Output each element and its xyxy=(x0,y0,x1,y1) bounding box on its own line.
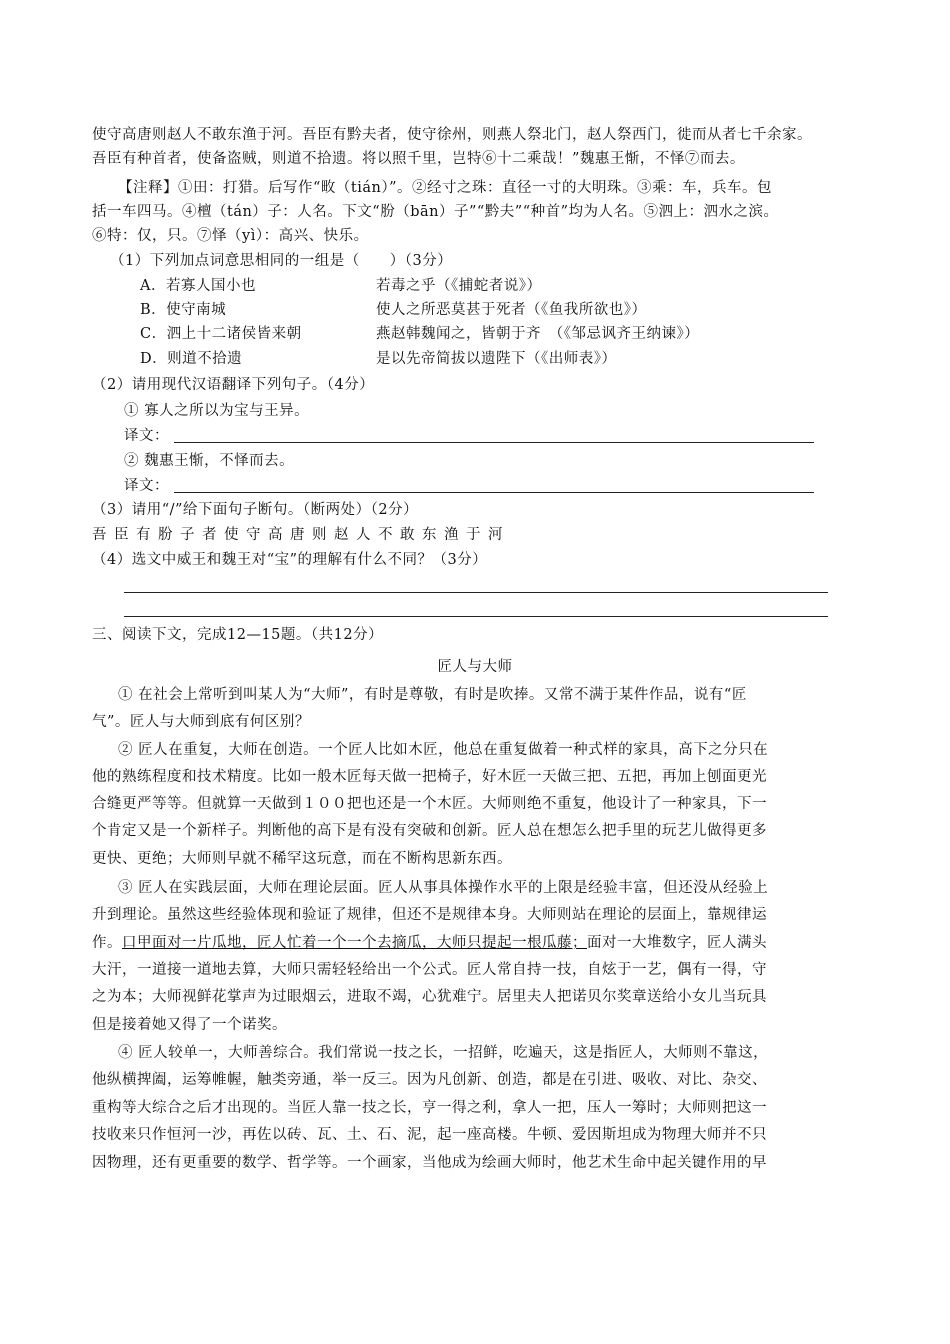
notes-line: ⑥特：仅，只。⑦怿（yì）：高兴、快乐。 xyxy=(92,228,369,244)
answer-label: 译文： xyxy=(124,428,169,444)
option-a-right: 若毒之乎（《捕蛇者说》） xyxy=(376,278,542,294)
paragraph-line: 重构等大综合之后才出现的。当匠人靠一技之长，亨一得之利，拿人一把，压人一筹时；大师则把这一 xyxy=(92,1100,767,1116)
question-4-stem: （4）选文中威王和魏王对“宝”的理解有什么不同？（3分） xyxy=(92,552,488,568)
underlined-sentence: 口甲面对一片瓜地，匠人忙着一个一个去摘瓜，大师只提起一根瓜藤； xyxy=(122,935,587,951)
paragraph-line: ④ 匠人较单一，大师善综合。我们常说一技之长，一招鲜，吃遍天，这是指匠人，大师则不靠这， xyxy=(118,1045,769,1061)
paragraph-line: 合缝更严等等。但就算一天做到１００把也还是一个木匠。大师则绝不重复，他设计了一种家具，下一 xyxy=(92,796,767,812)
text-segment: 作。 xyxy=(92,935,122,951)
question-2-sentence-2: ② 魏惠王惭，不怿而去。 xyxy=(124,453,295,469)
notes-line: 括一车四马。④檀（tán）子：人名。下文“肦（bān）子”“黔夫”“种首”均为人名。⑤泗上：泗水之滨。 xyxy=(92,204,779,220)
article-title: 匠人与大师 xyxy=(437,659,513,675)
option-d-right: 是以先帝简拔以遗陛下（《出师表》） xyxy=(376,351,617,367)
paragraph-line: 更快、更绝；大师则早就不稀罕这玩意，而在不断构思新东西。 xyxy=(92,851,512,867)
answer-line[interactable] xyxy=(174,442,814,443)
paragraph-line: 他纵横捭阖，运筹帷幄，触类旁通，举一反三。因为凡创新、创造，都是在引进、吸收、对比、杂交、 xyxy=(92,1072,767,1088)
paragraph-line: 因物理，还有更重要的数学、哲学等。一个画家，当他成为绘画大师时，他艺术生命中起关键作用的早 xyxy=(92,1155,767,1171)
question-2-stem: （2）请用现代汉语翻译下列句子。（4分） xyxy=(92,377,375,393)
paragraph-line: 气”。匠人与大师到底有何区别？ xyxy=(92,714,310,730)
text-segment: 面对一大堆数字，匠人满头 xyxy=(587,935,767,951)
paragraph-line: 之为本；大师视鲜花掌声为过眼烟云，进取不竭，心犹难宁。居里夫人把诺贝尔奖章送给小女儿当玩具 xyxy=(92,989,767,1005)
answer-line[interactable] xyxy=(174,492,814,493)
section-heading: 三、阅读下文，完成12—15题。（共12分） xyxy=(92,627,384,643)
option-b-left: B．使守南城 xyxy=(140,302,227,318)
question-3-sentence: 吾臣有肦子者使守高唐则赵人不敢东渔于河 xyxy=(92,527,510,543)
option-c-right: 燕赵韩魏闻之，皆朝于齐 （《邹忌讽齐王纳谏》） xyxy=(376,326,700,342)
paragraph-line: 大汗，一道接一道地去算，大师只需轻轻给出一个公式。匠人常自持一技，自炫于一艺，偶有一得，守 xyxy=(92,962,767,978)
paragraph-line: 但是接着她又得了一个诺奖。 xyxy=(92,1017,287,1033)
answer-line[interactable] xyxy=(124,616,828,617)
paragraph-line: 技收来只作恒河一沙，再佐以砖、瓦、土、石、泥，起一座高楼。牛顿、爱因斯坦成为物理大师并不只 xyxy=(92,1127,767,1143)
answer-label: 译文： xyxy=(124,478,169,494)
paragraph-line: 个肯定又是一个新样子。判断他的高下是有没有突破和创新。匠人总在想怎么把手里的玩艺儿做得更多 xyxy=(92,823,767,839)
paragraph-line: 升到理论。虽然这些经验体现和验证了规律，但还不是规律本身。大师则站在理论的层面上，靠规律运 xyxy=(92,907,767,923)
paragraph-line: ② 匠人在重复，大师在创造。一个匠人比如木匠，他总在重复做着一种式样的家具，高下之分只在 xyxy=(118,742,769,758)
option-a-left: A．若寡人国小也 xyxy=(140,278,256,294)
question-3-stem: （3）请用“/”给下面句子断句。（断两处）（2分） xyxy=(92,502,419,518)
question-2-sentence-1: ① 寡人之所以为宝与王异。 xyxy=(124,403,310,419)
answer-line[interactable] xyxy=(124,592,828,593)
notes-line: 【注释】①田：打猎。后写作“畋（tián）”。②经寸之珠：直径一寸的大明珠。③乘：车，兵车。包 xyxy=(118,180,773,196)
paragraph-line: 他的熟练程度和技术精度。比如一般木匠每天做一把椅子，好木匠一天做三把、五把，再加上刨面更光 xyxy=(92,769,767,785)
paragraph-line: ③ 匠人在实践层面，大师在理论层面。匠人从事具体操作水平的上限是经验丰富，但还没从经验上 xyxy=(118,880,769,896)
option-c-left: C．泗上十二诸侯皆来朝 xyxy=(140,326,302,342)
option-b-right: 使人之所恶莫甚于死者（《鱼我所欲也》） xyxy=(376,302,647,318)
paragraph-line: ① 在社会上常听到叫某人为“大师”，有时是尊敬，有时是吹捧。又常不满于某件作品，说有“匠 xyxy=(118,687,747,703)
option-d-left: D．则道不拾遗 xyxy=(140,351,243,367)
paragraph-line xyxy=(92,932,767,954)
passage-line: 吾臣有种首者，使备盗贼，则道不拾遗。将以照千里，岂特⑥十二乘哉！”魏惠王惭，不怿⑦而去。 xyxy=(92,151,745,167)
question-1-stem: （1）下列加点词意思相同的一组是（ ）（3分） xyxy=(110,253,453,269)
passage-line: 使守高唐则赵人不敢东渔于河。吾臣有黔夫者，使守徐州，则燕人祭北门，赵人祭西门，徙而从者七千余家。 xyxy=(92,127,812,143)
